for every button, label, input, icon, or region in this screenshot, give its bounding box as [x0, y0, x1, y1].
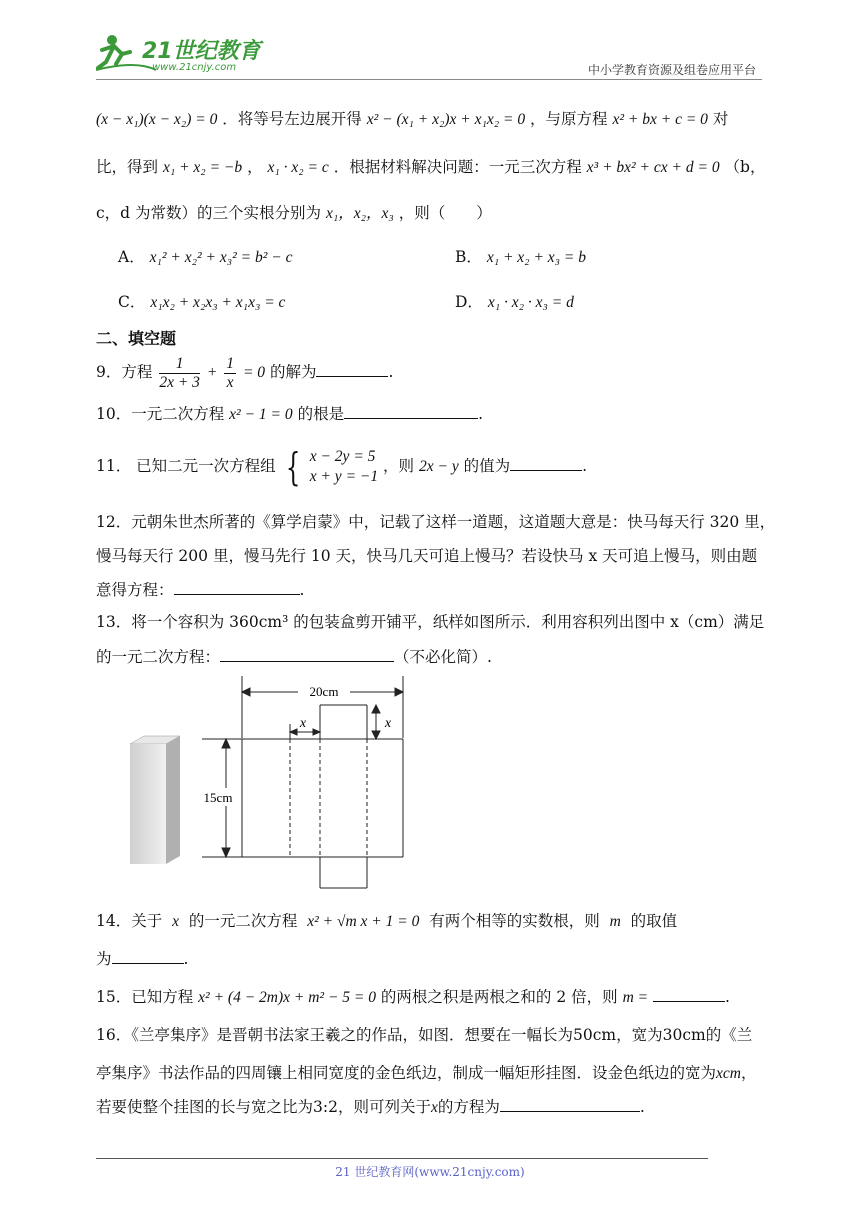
q14-answer-blank[interactable]: [112, 949, 184, 964]
fig-x-label-1: x: [299, 716, 307, 731]
q14-line1: 14．关于 x 的一元二次方程 x² + √m x + 1 = 0 有两个相等的实数根，则 m 的取值: [96, 912, 678, 930]
q8-option-b[interactable]: B． x₁ + x₂ + x₃ = b: [455, 248, 587, 266]
q16-line3: 若要使整个挂图的长与宽之比为3:2，则可列关于x的方程为 .: [96, 1098, 645, 1116]
box-3d-figure: [126, 734, 186, 866]
q10-answer-blank[interactable]: [344, 404, 478, 419]
q11-system: x − 2y = 5 x + y = −1: [309, 448, 379, 485]
q9-fraction-2: $\frac{1}{x}$: [226, 354, 234, 391]
box-net-figure: [198, 672, 418, 894]
q8-eq-prefix: (x − x₁)(x − x₂) = 0: [96, 111, 218, 128]
q16-line2: 亭集序》书法作品的四周镶上相同宽度的金色纸边，制成一幅矩形挂图．设金色纸边的宽为xcm，: [96, 1064, 757, 1082]
q8-option-a[interactable]: A． x₁² + x₂² + x₃² = b² − c: [118, 248, 293, 266]
q13-line2: 的一元二次方程： （不必化简）.: [96, 648, 492, 666]
fig-height-label: 15cm: [203, 790, 233, 805]
footer-link[interactable]: 21 世纪教育网(www.21cnjy.com): [335, 1165, 525, 1179]
q10: 10．一元二次方程 x² − 1 = 0 的根是 .: [96, 405, 484, 423]
q11: 11． 已知二元一次方程组 { x − 2y = 5 x + y = −1 ，则 2x − y 的值为 .: [96, 445, 588, 489]
q15-answer-blank[interactable]: [653, 987, 725, 1002]
q16-line1: 16．《兰亭集序》是晋朝书法家王羲之的作品，如图．想要在一幅长为50cm，宽为30cm的《兰: [96, 1026, 753, 1044]
section-title: 二、填空题: [96, 329, 177, 348]
q8-option-d[interactable]: D． x₁ · x₂ · x₃ = d: [455, 293, 574, 311]
q8-option-c[interactable]: C． x₁x₂ + x₂x₃ + x₁x₃ = c: [118, 293, 286, 311]
q12-line1: 12．元朝朱世杰所著的《算学启蒙》中，记载了这样一道题，这道题大意是：快马每天行 320 里，: [96, 513, 776, 531]
logo-url: www.21cnjy.com: [152, 62, 237, 73]
q13-line1: 13．将一个容积为 360cm³ 的包装盒剪开铺平，纸样如图所示．利用容积列出图中 x（cm）满足: [96, 613, 765, 631]
header-platform-name: 中小学教育资源及组卷应用平台: [587, 63, 756, 77]
q9: 9．方程 $\frac{1}{2x + 3}$ + $\frac{1}{x}$ = 0 的解为 .: [96, 354, 394, 391]
q12-line2: 慢马每天行 200 里，慢马先行 10 天，快马几天可追上慢马？若设快马 x 天可追上慢马，则由题: [96, 547, 758, 565]
q9-answer-blank[interactable]: [316, 362, 388, 377]
footer-divider: [96, 1158, 708, 1159]
q8-line3: c，d 为常数）的三个实根分别为 x₁，x₂，x₃ ，则（ ）: [96, 204, 492, 222]
fig-x-label-2: x: [384, 716, 392, 731]
logo-text: 21世纪教育: [142, 39, 261, 64]
q8-line2: 比，得到 x₁ + x₂ = −b ， x₁ · x₂ = c ．根据材料解决问题：一元三次方程 x³ + bx² + cx + d = 0 （b，: [96, 158, 766, 176]
q8-orig: x² + bx + c = 0: [612, 111, 708, 128]
q8-line1: (x − x₁)(x − x₂) = 0 ．将等号左边展开得 x² − (x₁ + x₂)x + x₁x₂ = 0 ，与原方程 x² + bx + c = 0 对: [96, 110, 729, 128]
q15: 15．已知方程 x² + (4 − 2m)x + m² − 5 = 0 的两根之积是两根之和的 2 倍，则 m = .: [96, 988, 730, 1006]
q9-fraction-1: $\frac{1}{2x + 3}$: [159, 354, 200, 391]
fig-width-label: 20cm: [309, 684, 339, 699]
header-logo: [96, 30, 266, 76]
q14-line2: 为 .: [96, 950, 189, 968]
q13-answer-blank[interactable]: [220, 647, 394, 662]
q12-answer-blank[interactable]: [174, 580, 300, 595]
q8-expanded: x² − (x₁ + x₂)x + x₁x₂ = 0: [366, 111, 526, 128]
header-divider: [96, 79, 762, 80]
q16-answer-blank[interactable]: [500, 1097, 640, 1112]
q11-answer-blank[interactable]: [510, 456, 582, 471]
q12-line3: 意得方程： .: [96, 581, 305, 599]
